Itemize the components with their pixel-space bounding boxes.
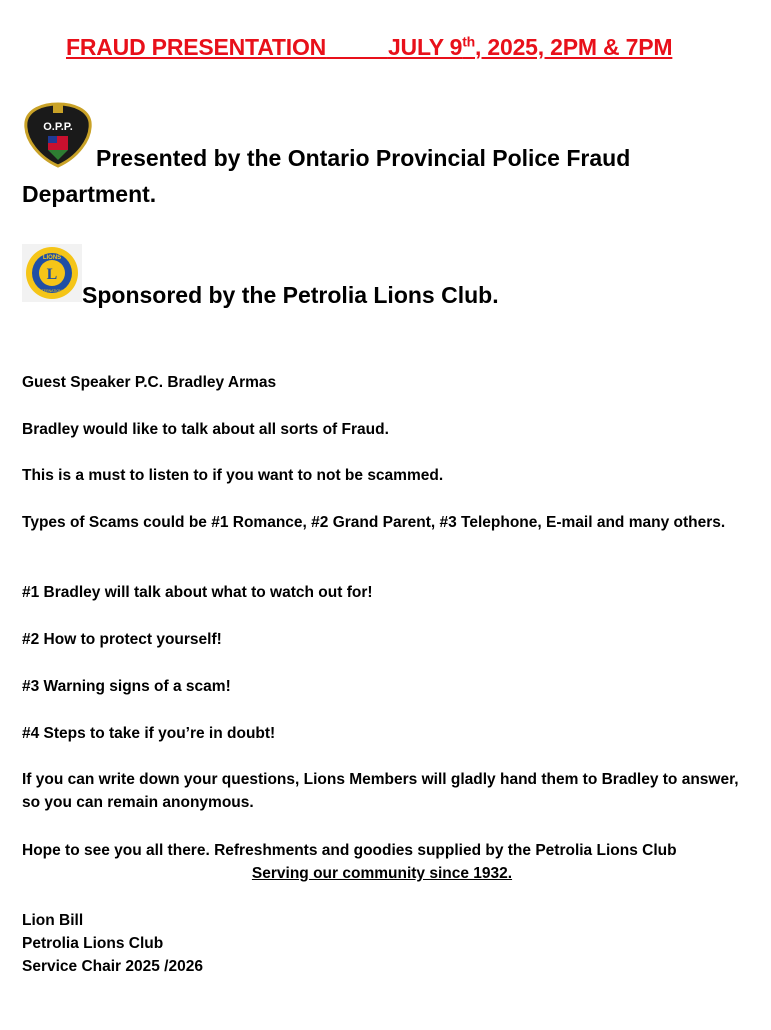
title-left: FRAUD PRESENTATION [66,34,327,60]
page-title [66,30,731,64]
presenter-text: Presented by the Ontario Provincial Police Fraud Department. [22,145,631,207]
serving-line [22,862,742,885]
signature-block [22,909,742,978]
signature-name: Lion Bill [22,912,84,929]
title-date-day: JULY 9 [387,34,463,60]
point-1: #1 Bradley will talk about what to watch out for! [22,584,373,601]
presenter-line [22,140,742,212]
point-3: #3 Warning signs of a scam! [22,678,231,695]
point-2: #2 How to protect yourself! [22,631,222,648]
point-4: #4 Steps to take if you’re in doubt! [22,725,276,742]
must-listen-text: This is a must to listen to if you want to not be scammed. [22,467,444,484]
serving-text: Serving our community since 1932. [251,865,513,882]
guest-speaker: Guest Speaker P.C. Bradley Armas [22,374,277,391]
intro-text: Bradley would like to talk about all sorts of Fraud. [22,421,389,438]
sponsor-line: Sponsored by the Petrolia Lions Club. [82,282,499,308]
title-date-suffix: th [462,33,476,50]
svg-text:L: L [46,266,58,283]
lions-club-logo-icon [22,244,82,302]
title-date [388,34,672,60]
hope-text: Hope to see you all there. Refreshments and goodies supplied by the Petrolia Lions Club [22,842,677,859]
title-date-rest: , 2025, 2PM & 7PM [475,34,673,60]
scam-types-text: Types of Scams could be #1 Romance, #2 Grand Parent, #3 Telephone, E-mail and many others. [22,514,726,531]
closing-text [22,839,742,885]
svg-text:LIONS: LIONS [42,255,62,261]
svg-text:INTERNATIONAL: INTERNATIONAL [38,289,66,293]
svg-text:O.P.P.: O.P.P. [43,121,73,133]
signature-club: Petrolia Lions Club [22,935,164,952]
questions-text: If you can write down your questions, Lions Members will gladly hand them to Bradley to answer, so you can remain anonymous. [22,771,739,811]
signature-role: Service Chair 2025 /2026 [22,958,203,975]
